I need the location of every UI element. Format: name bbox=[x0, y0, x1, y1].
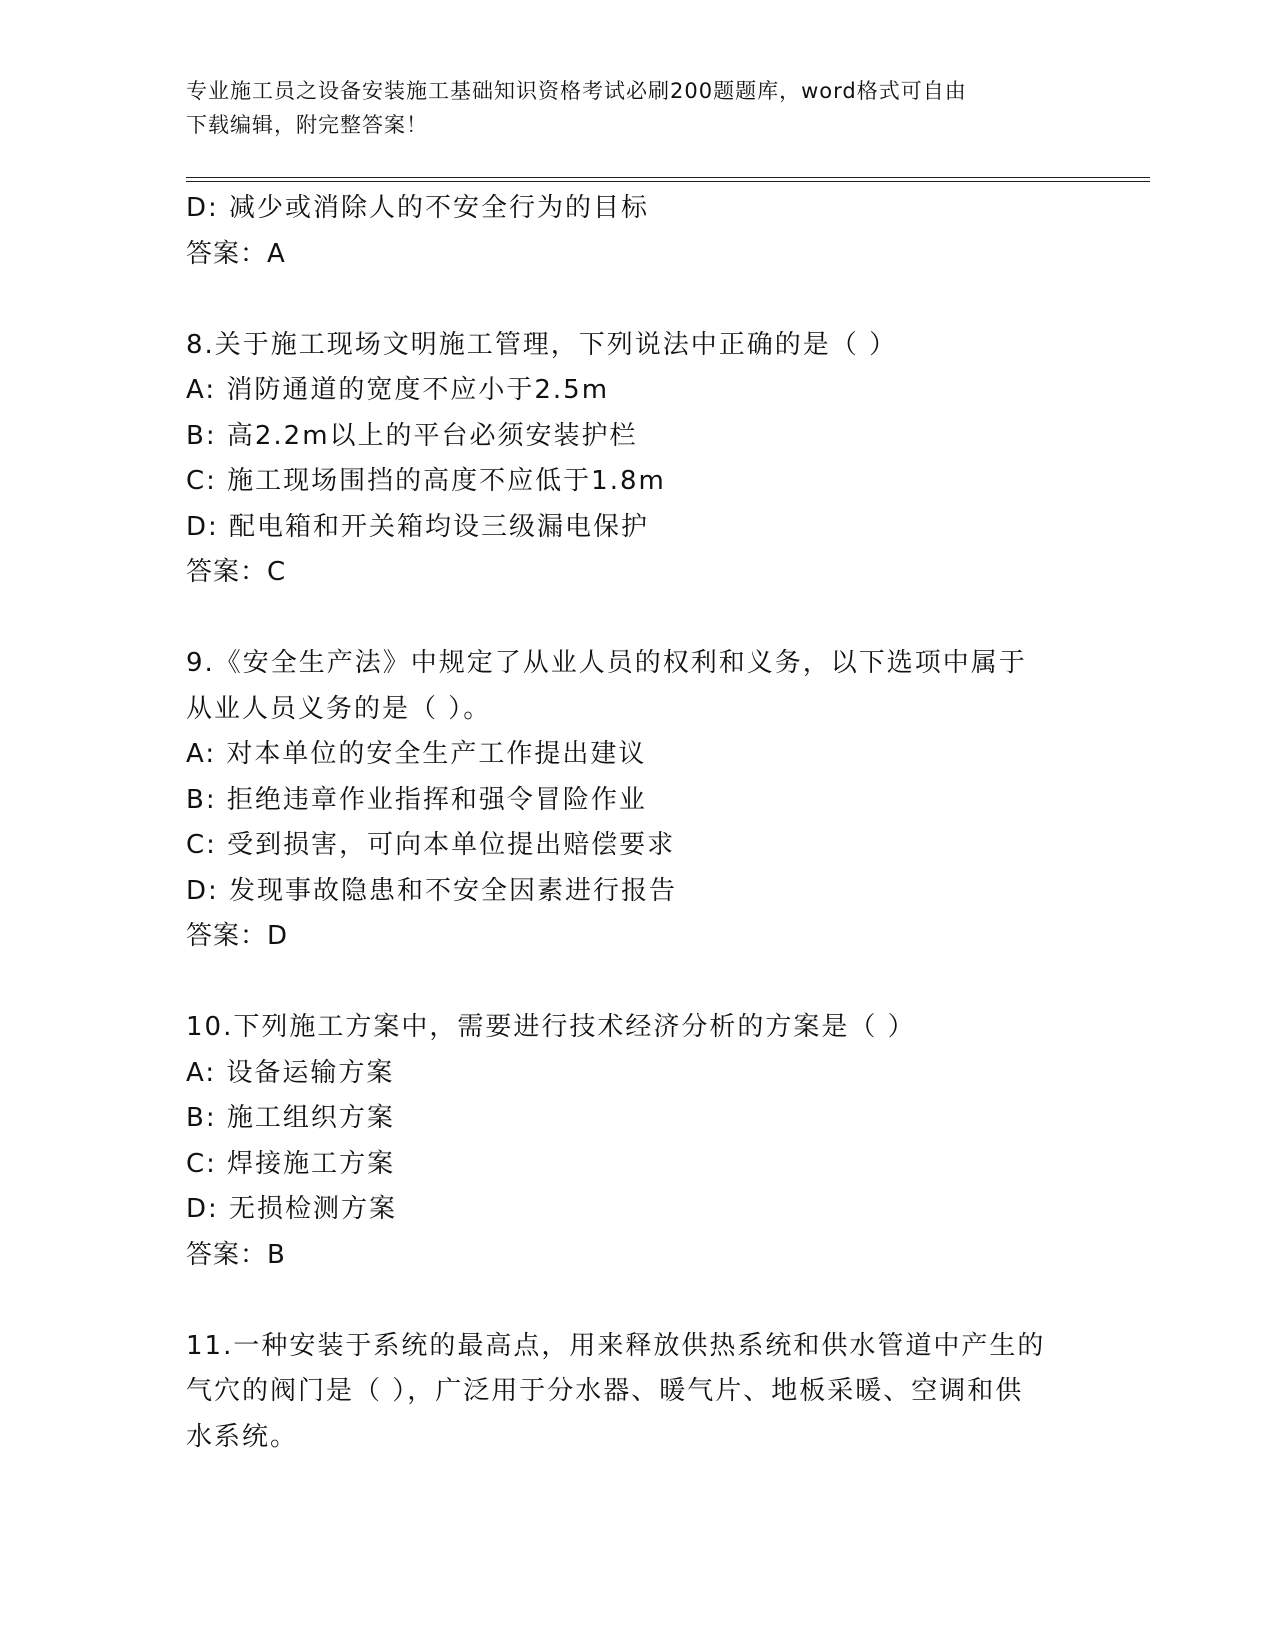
option-a: A: 消防通道的宽度不应小于2.5m bbox=[186, 375, 610, 405]
question-stem-continued: 水系统。 bbox=[186, 1421, 299, 1452]
option-d: D: 配电箱和开关箱均设三级漏电保护 bbox=[186, 511, 650, 542]
answer-line: 答案：A bbox=[186, 238, 286, 269]
answer-line: 答案：D bbox=[186, 921, 289, 951]
question-stem: 9.《安全生产法》中规定了从业人员的权利和义务，以下选项中属于 bbox=[186, 648, 1027, 678]
question-block bbox=[186, 641, 1086, 960]
question-block bbox=[186, 323, 1086, 596]
question-stem-continued: 气穴的阀门是（ ），广泛用于分水器、暖气片、地板采暖、空调和供 bbox=[186, 1376, 1024, 1406]
option-b: B: 高2.2m以上的平台必须安装护栏 bbox=[186, 420, 638, 451]
header-line-2: 下载编辑，附完整答案！ bbox=[186, 113, 428, 137]
option-d: D: 无损检测方案 bbox=[186, 1194, 398, 1224]
option-a: A: 对本单位的安全生产工作提出建议 bbox=[186, 739, 647, 769]
option-a: A: 设备运输方案 bbox=[186, 1057, 395, 1088]
question-stem: 11.一种安装于系统的最高点，用来释放供热系统和供水管道中产生的 bbox=[186, 1330, 1046, 1361]
question-stem: 8.关于施工现场文明施工管理，下列说法中正确的是（ ） bbox=[186, 329, 898, 360]
option-c: C: 焊接施工方案 bbox=[186, 1148, 396, 1179]
question-list bbox=[186, 186, 1086, 1460]
header-line-1: 专业施工员之设备安装施工基础知识资格考试必刷200题题库，word格式可自由 bbox=[186, 79, 967, 103]
option-d: D: 减少或消除人的不安全行为的目标 bbox=[186, 193, 650, 223]
answer-line: 答案：C bbox=[186, 557, 287, 587]
option-c: C: 施工现场围挡的高度不应低于1.8m bbox=[186, 466, 666, 496]
option-d: D: 发现事故隐患和不安全因素进行报告 bbox=[186, 875, 678, 906]
document-header bbox=[186, 74, 1086, 142]
question-stem-continued: 从业人员义务的是（ ）。 bbox=[186, 693, 492, 724]
option-c: C: 受到损害，可向本单位提出赔偿要求 bbox=[186, 830, 676, 860]
question-stem: 10.下列施工方案中，需要进行技术经济分析的方案是（ ） bbox=[186, 1012, 916, 1042]
option-b: B: 拒绝违章作业指挥和强令冒险作业 bbox=[186, 784, 647, 815]
header-divider bbox=[186, 177, 1150, 182]
option-b: B: 施工组织方案 bbox=[186, 1103, 395, 1133]
answer-line: 答案：B bbox=[186, 1239, 286, 1270]
question-block bbox=[186, 1324, 1086, 1461]
question-block bbox=[186, 1005, 1086, 1278]
